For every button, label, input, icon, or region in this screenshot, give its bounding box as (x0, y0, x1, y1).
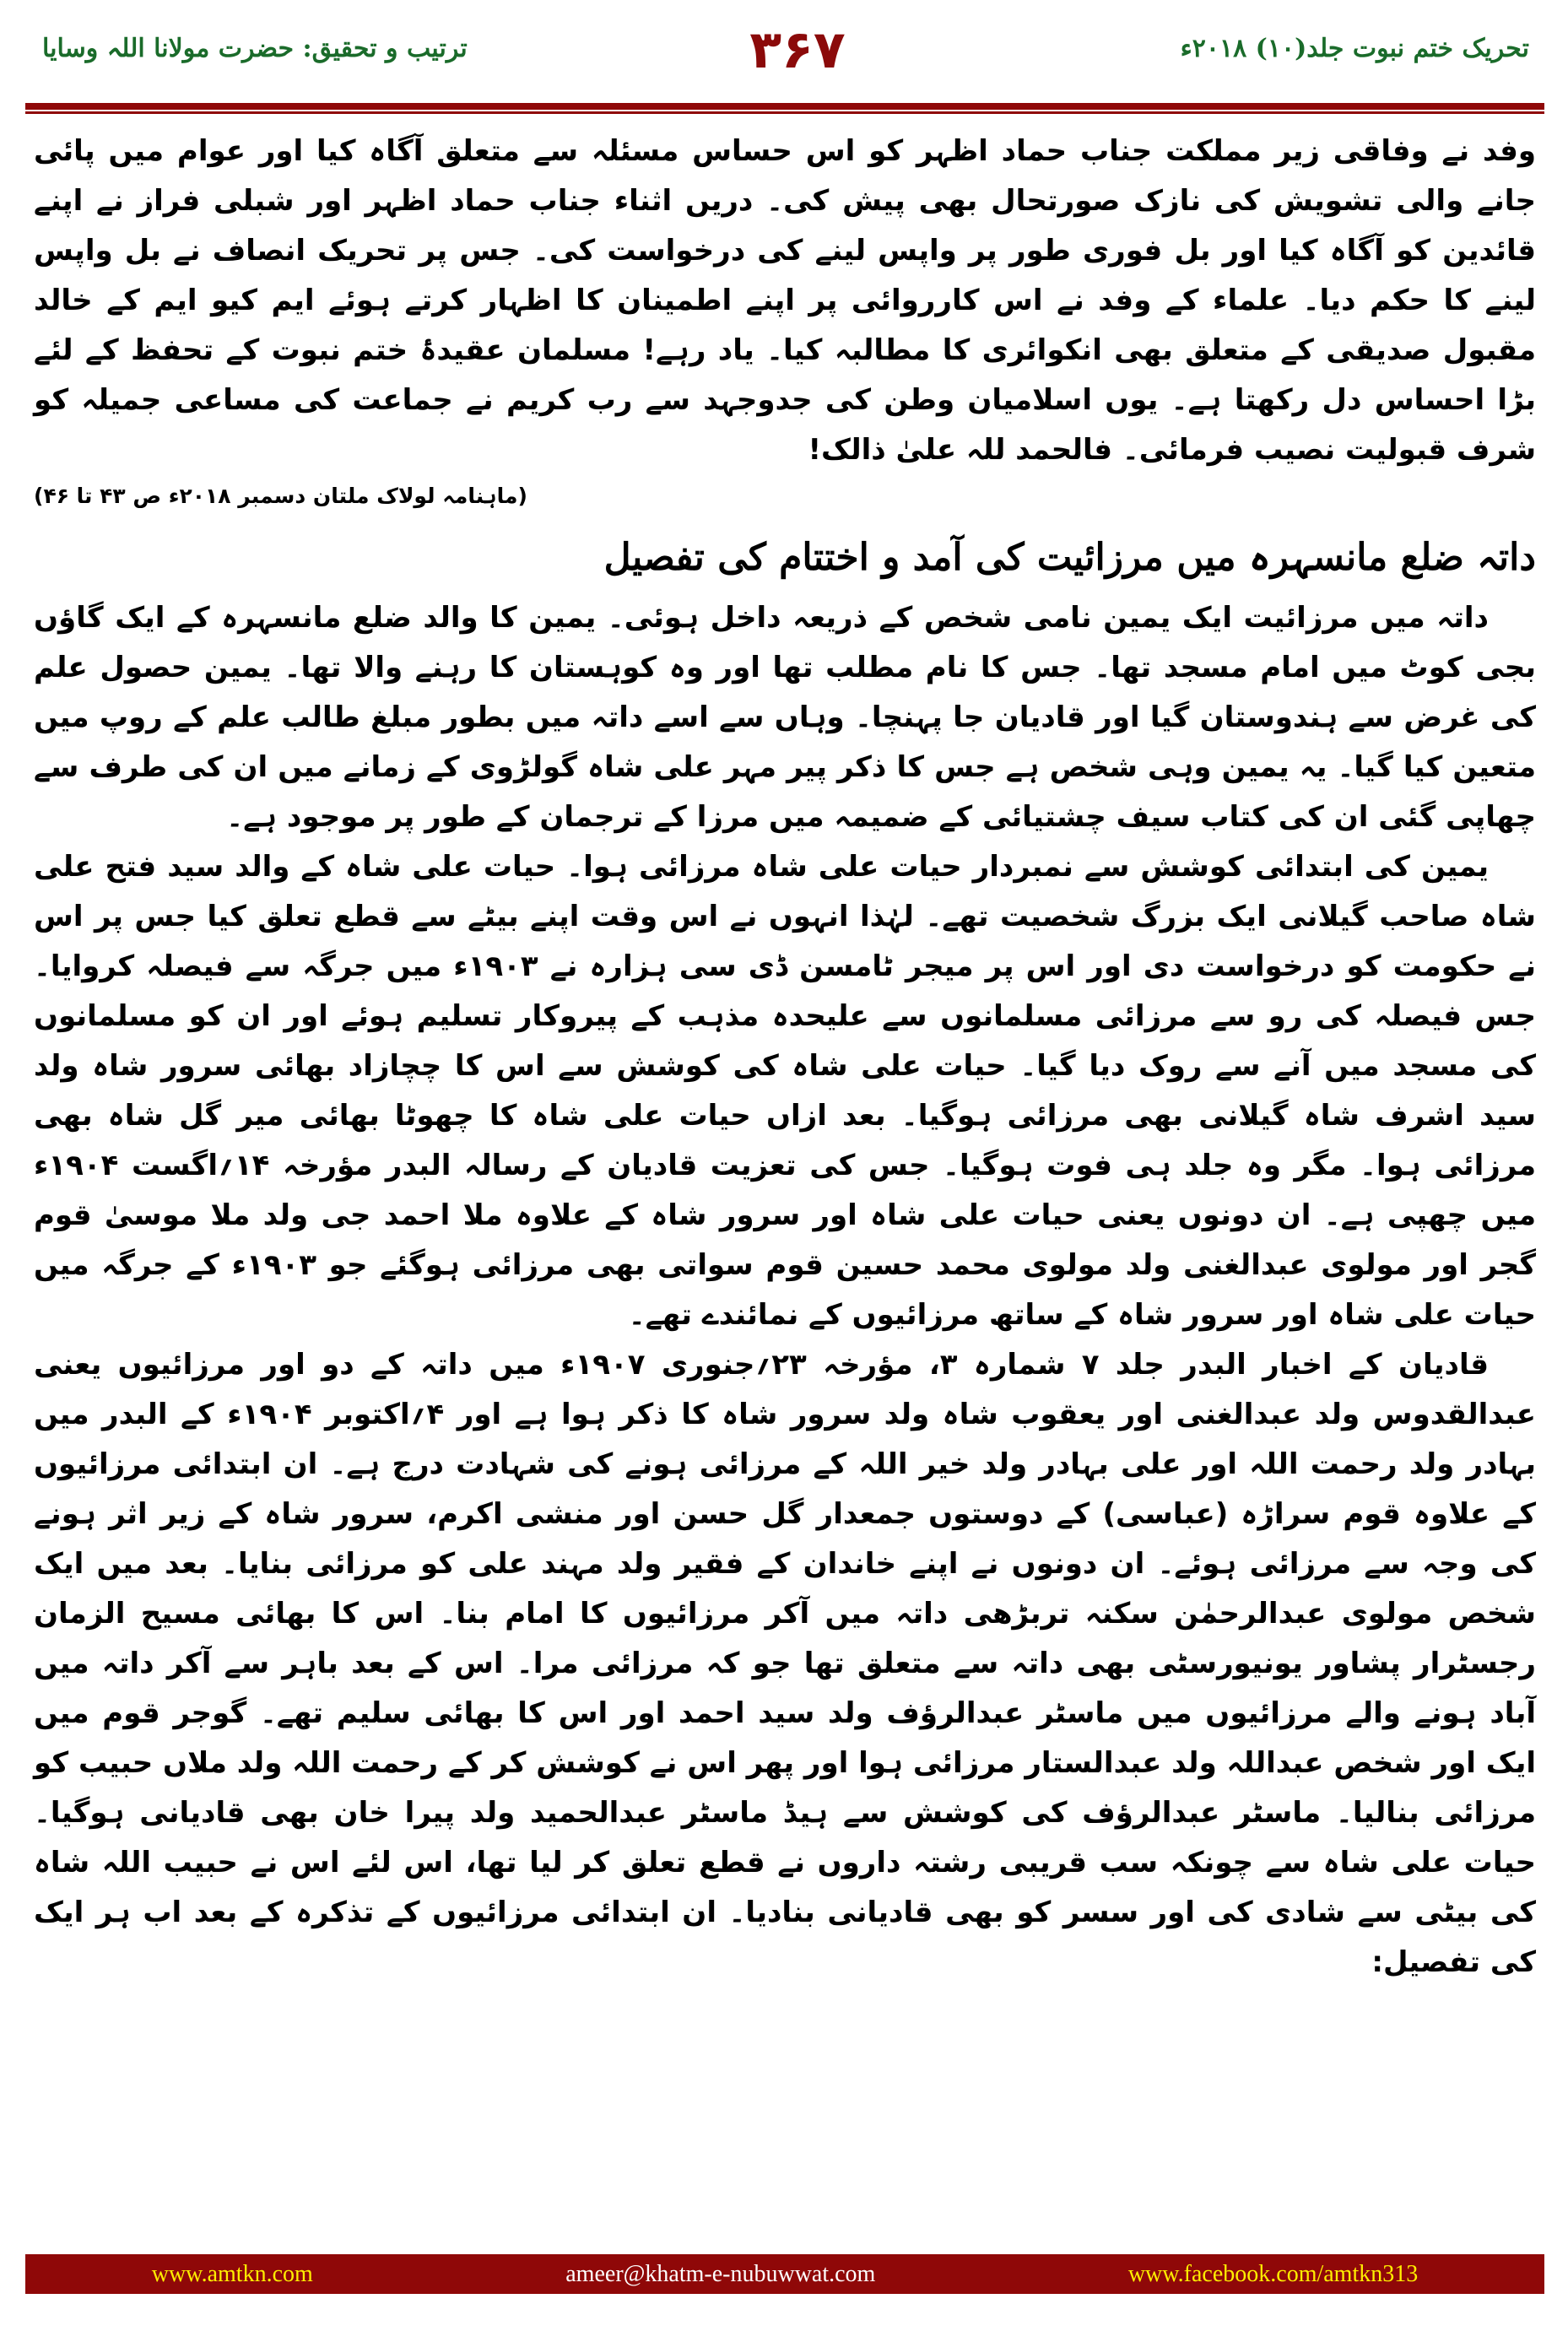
section-heading: داتہ ضلع مانسہرہ میں مرزائیت کی آمد و اختتام کی تفصیل (603, 536, 1536, 579)
email-link[interactable]: ameer@khatm-e-nubuwwat.com (565, 2260, 876, 2287)
citation-container (25, 475, 1544, 517)
footer-bar (25, 2254, 1544, 2294)
header-divider-thick (25, 103, 1544, 110)
section-paragraph: قادیان کے اخبار البدر جلد ۷ شمارہ ۳، مؤرخہ ۲۳؍جنوری ۱۹۰۷ء میں داتہ کے دو اور مرزائیوں یعنی عبدالقدوس ولد عبدالغنی اور یعقوب شاہ ولد سرور شاہ کا ذکر ہوا ہے اور ۴؍اکتوبر ۱۹۰۴ء کے البدر میں بہادر ولد رحمت اللہ اور علی بہادر ولد خیر اللہ کے مرزائی ہونے کی شہادت درج ہے۔ ان ابتدائی مرزائیوں کے علاوہ قوم سراڑہ (عباسی) کے دوستوں جمعدار گل حسن اور منشی اکرم، سرور شاہ کے زیر اثر ہونے کی وجہ سے مرزائی ہوئے۔ ان دونوں نے اپنے خاندان کے فقیر ولد مہند علی کو مرزائی بنایا۔ بعد میں ایک شخص مولوی عبدالرحمٰن سکنہ تربڑھی داتہ میں آکر مرزائیوں کا امام بنا۔ اس کا بھائی مسیح الزمان رجسٹرار پشاور یونیورسٹی بھی داتہ سے متعلق تھا جو کہ مرزائی مرا۔ اس کے بعد باہر سے آکر داتہ میں آباد ہونے والے مرزائیوں میں ماسٹر عبدالرؤف ولد سید احمد اور اس کا بھائی سلیم تھے۔ گوجر قوم میں ایک اور شخص عبداللہ ولد عبدالستار مرزائی ہوا اور پھر اس نے کوشش کر کے رحمت اللہ ولد ملاں حبیب کو مرزائی بنالیا۔ ماسٹر عبدالرؤف کی کوشش سے ہیڈ ماسٹر عبدالحمید ولد پیرا خان بھی قادیانی ہوگیا۔ حیات علی شاہ سے چونکہ سب قریبی رشتہ داروں نے قطع تعلق کر لیا تھا، اس لئے اس نے حبیب اللہ شاہ کی بیٹی سے شادی کی اور سسر کو بھی قادیانی بنادیا۔ ان ابتدائی مرزائیوں کے تذکرہ کے بعد اب ہر ایک کی تفصیل: (34, 1348, 1536, 1979)
page-header (25, 19, 1544, 100)
section-paragraph: یمین کی ابتدائی کوشش سے نمبردار حیات علی شاہ مرزائی ہوا۔ حیات علی شاہ کے والد سید فتح علی شاہ صاحب گیلانی ایک بزرگ شخصیت تھے۔ لہٰذا انہوں نے اس وقت اپنے بیٹے سے قطع تعلق کیا جس پر اس نے حکومت کو درخواست دی اور اس پر میجر ٹامسن ڈی سی ہزارہ نے ۱۹۰۳ء میں جرگہ سے فیصلہ کروایا۔ جس فیصلہ کی رو سے مرزائی مسلمانوں سے علیحدہ مذہب کے پیروکار تسلیم ہوئے اور ان کو مسلمانوں کی مسجد میں آنے سے روک دیا گیا۔ حیات علی شاہ کی کوشش سے اس کا چچازاد بھائی سرور شاہ ولد سید اشرف شاہ گیلانی بھی مرزائی ہوگیا۔ بعد ازاں حیات علی شاہ کا چھوٹا بھائی میر گل شاہ بھی مرزائی ہوا۔ مگر وہ جلد ہی فوت ہوگیا۔ جس کی تعزیت قادیان کے رسالہ البدر مؤرخہ ۱۴؍اگست ۱۹۰۴ء میں چھپی ہے۔ ان دونوں یعنی حیات علی شاہ اور سرور شاہ کے علاوہ ملا احمد جی ولد ملا موسیٰ قوم گجر اور مولوی عبدالغنی ولد مولوی محمد حسین قوم سواتی بھی مرزائی ہوگئے جو ۱۹۰۳ء کے جرگہ میں حیات علی شاہ اور سرور شاہ کے ساتھ مرزائیوں کے نمائندے تھے۔ (34, 850, 1537, 1332)
facebook-link[interactable]: www.facebook.com/amtkn313 (1127, 2260, 1419, 2287)
book-title: تحریک ختم نبوت جلد(۱۰) ۲۰۱۸ء (1180, 34, 1529, 63)
intro-paragraph: وفد نے وفاقی زیر مملکت جناب حماد اظہر کو اس حساس مسئلہ سے متعلق آگاہ کیا اور عوام میں پائی جانے والی تشویش کی نازک صورتحال بھی پیش کی۔ دریں اثناء جناب حماد اظہر اور شبلی فراز نے اپنے قائدین کو آگاہ کیا اور بل فوری طور پر واپس لینے کی درخواست کی۔ جس پر تحریک انصاف نے بل واپس لینے کا حکم دیا۔ علماء کے وفد نے اس کارروائی پر اپنے اطمینان کا اظہار کرتے ہوئے ایم کیو ایم کے خالد مقبول صدیقی کے متعلق بھی انکوائری کا مطالبہ کیا۔ یاد رہے! مسلمان عقیدۂ ختم نبوت کے تحفظ کے لئے بڑا احساس دل رکھتا ہے۔ یوں اسلامیان وطن کی جدوجہد سے رب کریم نے جماعت کی مساعی جمیلہ کو شرف قبولیت نصیب فرمائی۔ فالحمد للہ علیٰ ذالک! (34, 134, 1536, 467)
header-divider-thin (25, 111, 1544, 114)
website-link[interactable]: www.amtkn.com (151, 2260, 313, 2287)
source-citation: (ماہنامہ لولاک ملتان دسمبر ۲۰۱۸ء ص ۴۳ تا ۴۶) (34, 484, 527, 508)
section-paragraph: داتہ میں مرزائیت ایک یمین نامی شخص کے ذریعہ داخل ہوئی۔ یمین کا والد ضلع مانسہرہ کے ایک گاؤں بجی کوٹ میں امام مسجد تھا۔ جس کا نام مطلب تھا اور وہ کوہستان کا رہنے والا تھا۔ یمین حصول علم کی غرض سے ہندوستان گیا اور قادیان جا پہنچا۔ وہاں سے اسے داتہ میں بطور مبلغ طالب علم کے روپ میں متعین کیا گیا۔ یہ یمین وہی شخص ہے جس کا ذکر پیر مہر علی شاہ گولڑوی کے زمانے میں ان کی طرف سے چھاپی گئی ان کی کتاب سیف چشتیائی کے ضمیمہ میں مرزا کے ترجمان کے طور پر موجود ہے۔ (34, 601, 1536, 834)
page-number: ۳۶۷ (749, 19, 846, 80)
page-content (25, 127, 1544, 1988)
compiler-credit: ترتیب و تحقیق: حضرت مولانا اللہ وسایا (42, 34, 468, 63)
